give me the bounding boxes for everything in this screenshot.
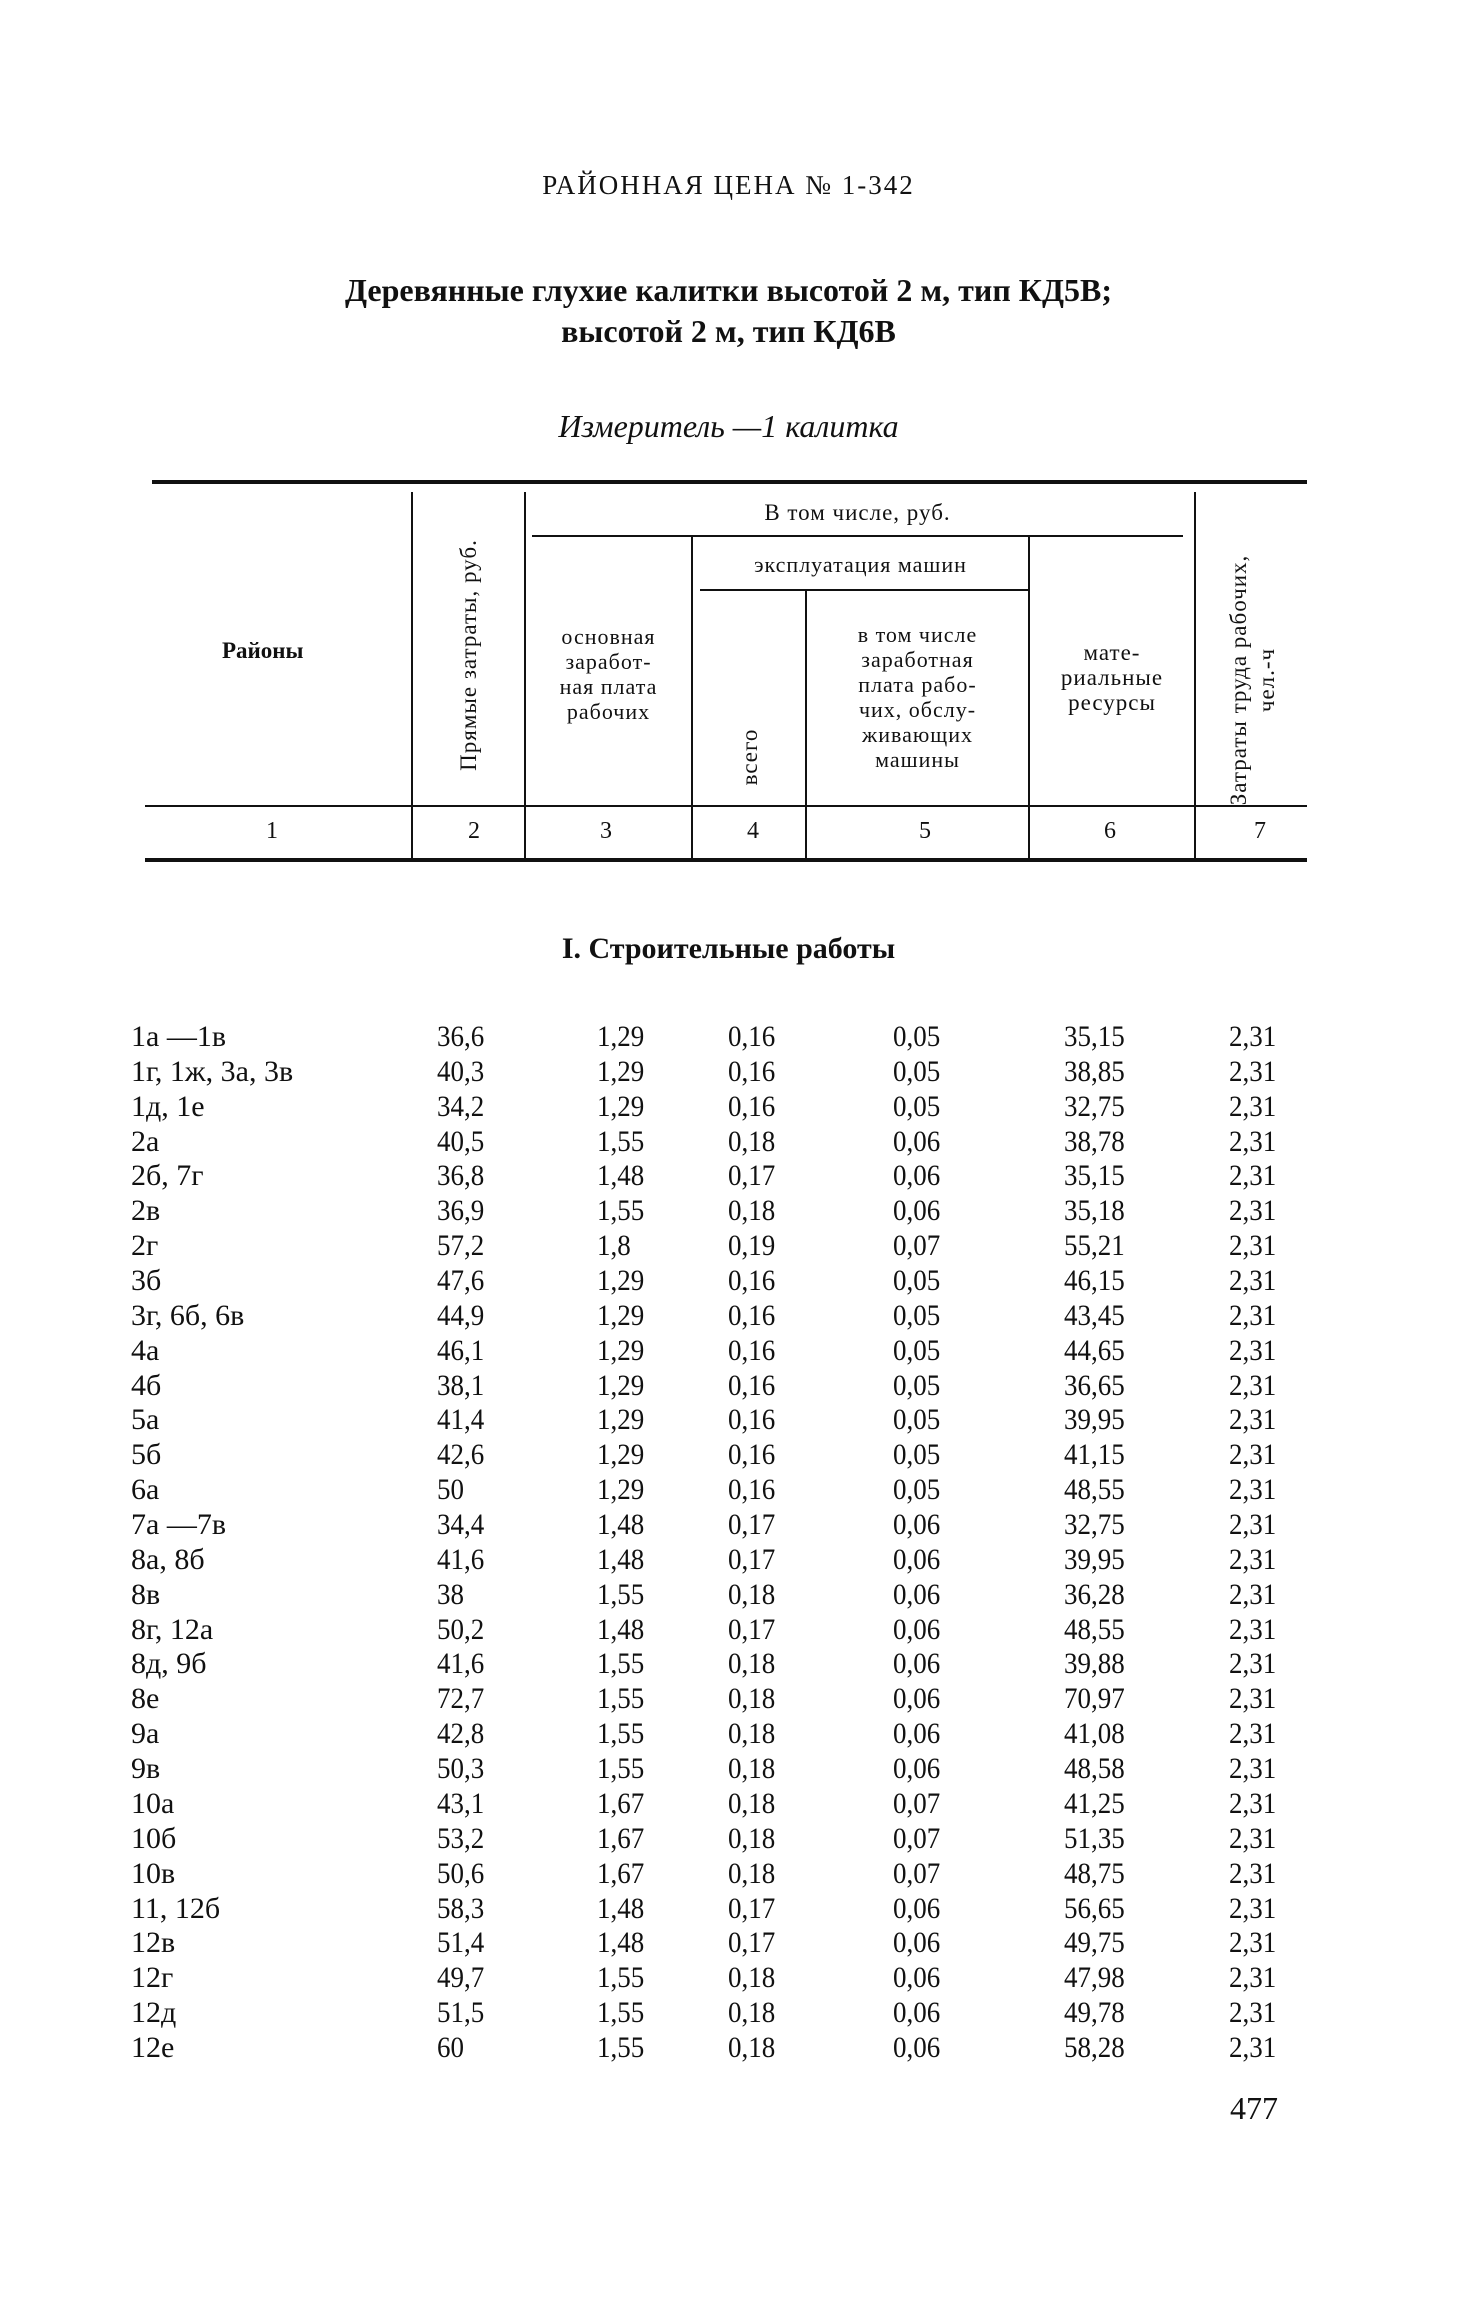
cell-labor: 2,31 <box>1229 1473 1277 1507</box>
cell-machine-total: 0,18 <box>728 1647 776 1681</box>
cell-machine-wages: 0,06 <box>893 1682 941 1716</box>
cell-base-wages: 1,29 <box>597 1298 645 1332</box>
cell-machine-wages: 0,05 <box>893 1368 941 1402</box>
cell-machine-total: 0,16 <box>728 1333 776 1367</box>
column-number: 4 <box>747 818 759 844</box>
column-divider <box>411 492 413 860</box>
cell-materials: 48,55 <box>1064 1612 1125 1646</box>
cell-base-wages: 1,29 <box>597 1264 645 1298</box>
cell-machine-total: 0,17 <box>728 1926 776 1960</box>
cell-direct-costs: 40,3 <box>437 1054 485 1088</box>
cell-labor: 2,31 <box>1229 1647 1277 1681</box>
cell-base-wages: 1,48 <box>597 1926 645 1960</box>
cell-machine-wages: 0,07 <box>893 1856 941 1890</box>
cell-machine-total: 0,16 <box>728 1264 776 1298</box>
cell-region: 11, 12б <box>131 1891 221 1925</box>
cell-machine-wages: 0,06 <box>893 1124 941 1158</box>
cell-machine-wages: 0,06 <box>893 1717 941 1751</box>
cell-machine-wages: 0,06 <box>893 1926 941 1960</box>
cell-labor: 2,31 <box>1229 2030 1277 2064</box>
cell-direct-costs: 53,2 <box>437 1821 485 1855</box>
cell-direct-costs: 36,6 <box>437 1020 485 1053</box>
cell-direct-costs: 60 <box>437 2030 464 2064</box>
cell-base-wages: 1,55 <box>597 1124 645 1158</box>
cell-base-wages: 1,55 <box>597 1682 645 1716</box>
cell-base-wages: 1,29 <box>597 1089 645 1123</box>
cell-base-wages: 1,55 <box>597 1752 645 1786</box>
cell-labor: 2,31 <box>1229 1856 1277 1890</box>
cell-region: 10б <box>131 1821 177 1855</box>
cell-materials: 39,95 <box>1064 1542 1125 1576</box>
cell-machine-total: 0,18 <box>728 1961 776 1995</box>
cell-machine-total: 0,18 <box>728 1682 776 1716</box>
cell-region: 3г, 6б, 6в <box>131 1298 245 1332</box>
cell-machine-wages: 0,06 <box>893 1891 941 1925</box>
cell-machine-wages: 0,06 <box>893 1612 941 1646</box>
column-divider <box>691 536 693 860</box>
machine-rule <box>700 589 1029 591</box>
cell-machine-wages: 0,05 <box>893 1403 941 1437</box>
cell-machine-total: 0,16 <box>728 1298 776 1332</box>
document-subtitle-line2: высотой 2 м, тип КД6В <box>561 313 896 349</box>
cell-base-wages: 1,48 <box>597 1891 645 1925</box>
cell-region: 7а —7в <box>131 1508 226 1542</box>
cell-machine-total: 0,18 <box>728 1717 776 1751</box>
cell-base-wages: 1,29 <box>597 1368 645 1402</box>
document-subtitle-line1: Деревянные глухие калитки высотой 2 м, тип КД5В; <box>345 272 1112 308</box>
cell-machine-wages: 0,07 <box>893 1229 941 1263</box>
cell-region: 10в <box>131 1856 176 1890</box>
cell-direct-costs: 41,4 <box>437 1403 485 1437</box>
header-direct-costs: Прямые затраты, руб. <box>456 539 481 771</box>
cell-labor: 2,31 <box>1229 1542 1277 1576</box>
cell-region: 2б, 7г <box>131 1159 204 1193</box>
cell-machine-wages: 0,05 <box>893 1438 941 1472</box>
cell-region: 8г, 12а <box>131 1612 214 1646</box>
cell-region: 4а <box>131 1333 160 1367</box>
cell-direct-costs: 58,3 <box>437 1891 485 1925</box>
column-number: 3 <box>600 818 612 844</box>
cell-base-wages: 1,48 <box>597 1612 645 1646</box>
header-bottom-rule <box>145 805 1307 807</box>
header-machine-operation: эксплуатация машин <box>754 552 967 577</box>
cell-labor: 2,31 <box>1229 1612 1277 1646</box>
cell-materials: 58,28 <box>1064 2030 1125 2064</box>
cell-labor: 2,31 <box>1229 1333 1277 1367</box>
cell-machine-wages: 0,05 <box>893 1298 941 1332</box>
cell-direct-costs: 44,9 <box>437 1298 485 1332</box>
cell-region: 12е <box>131 2030 175 2064</box>
cell-region: 1г, 1ж, 3а, 3в <box>131 1054 294 1088</box>
cell-machine-wages: 0,07 <box>893 1786 941 1820</box>
cell-labor: 2,31 <box>1229 1786 1277 1820</box>
cell-materials: 35,15 <box>1064 1159 1125 1193</box>
cell-region: 2г <box>131 1229 159 1263</box>
cell-machine-wages: 0,06 <box>893 1577 941 1611</box>
cell-direct-costs: 36,9 <box>437 1194 485 1228</box>
cell-machine-wages: 0,06 <box>893 1647 941 1681</box>
cell-machine-wages: 0,06 <box>893 1996 941 2030</box>
cell-direct-costs: 38,1 <box>437 1368 485 1402</box>
cell-base-wages: 1,29 <box>597 1403 645 1437</box>
cell-materials: 55,21 <box>1064 1229 1125 1263</box>
cell-region: 3б <box>131 1264 162 1298</box>
cell-machine-wages: 0,07 <box>893 1821 941 1855</box>
cell-labor: 2,31 <box>1229 1124 1277 1158</box>
cell-base-wages: 1,29 <box>597 1054 645 1088</box>
cell-machine-wages: 0,06 <box>893 1752 941 1786</box>
cell-machine-total: 0,18 <box>728 1856 776 1890</box>
cell-machine-total: 0,16 <box>728 1054 776 1088</box>
cell-labor: 2,31 <box>1229 1368 1277 1402</box>
cell-direct-costs: 43,1 <box>437 1786 485 1820</box>
header-base-wages: основная заработ- ная плата рабочих <box>559 624 658 724</box>
cell-direct-costs: 50 <box>437 1473 464 1507</box>
cell-materials: 36,65 <box>1064 1368 1125 1402</box>
cell-region: 5а <box>131 1403 160 1437</box>
cell-region: 4б <box>131 1368 162 1402</box>
cell-machine-total: 0,18 <box>728 1996 776 2030</box>
table-top-rule <box>152 480 1307 484</box>
cell-machine-total: 0,17 <box>728 1508 776 1542</box>
cell-machine-wages: 0,06 <box>893 1159 941 1193</box>
column-number: 6 <box>1104 818 1116 844</box>
cell-base-wages: 1,67 <box>597 1856 645 1890</box>
cell-direct-costs: 46,1 <box>437 1333 485 1367</box>
cell-materials: 35,18 <box>1064 1194 1125 1228</box>
cell-region: 5б <box>131 1438 162 1472</box>
cell-materials: 44,65 <box>1064 1333 1125 1367</box>
cell-machine-wages: 0,05 <box>893 1020 941 1053</box>
cell-machine-total: 0,18 <box>728 1786 776 1820</box>
cell-region: 2а <box>131 1124 160 1158</box>
including-rule <box>532 535 1183 537</box>
cell-machine-total: 0,17 <box>728 1542 776 1576</box>
cell-region: 8д, 9б <box>131 1647 207 1681</box>
cell-direct-costs: 49,7 <box>437 1961 485 1995</box>
cell-labor: 2,31 <box>1229 1961 1277 1995</box>
cell-machine-total: 0,18 <box>728 1124 776 1158</box>
cell-materials: 39,95 <box>1064 1403 1125 1437</box>
page-number: 477 <box>1230 2090 1278 2126</box>
cell-machine-wages: 0,05 <box>893 1089 941 1123</box>
cell-labor: 2,31 <box>1229 1508 1277 1542</box>
cell-machine-wages: 0,06 <box>893 1961 941 1995</box>
cell-labor: 2,31 <box>1229 1264 1277 1298</box>
cell-machine-total: 0,17 <box>728 1159 776 1193</box>
cell-base-wages: 1,67 <box>597 1786 645 1820</box>
cell-region: 1д, 1е <box>131 1089 205 1123</box>
cell-base-wages: 1,55 <box>597 1961 645 1995</box>
cell-materials: 41,25 <box>1064 1786 1125 1820</box>
column-number: 2 <box>468 818 480 844</box>
cell-machine-total: 0,16 <box>728 1438 776 1472</box>
cell-region: 12д <box>131 1996 177 2030</box>
cell-labor: 2,31 <box>1229 1438 1277 1472</box>
cell-materials: 49,75 <box>1064 1926 1125 1960</box>
cell-region: 6а <box>131 1473 160 1507</box>
cell-machine-wages: 0,05 <box>893 1473 941 1507</box>
cell-base-wages: 1,8 <box>597 1229 631 1263</box>
cell-materials: 51,35 <box>1064 1821 1125 1855</box>
cell-base-wages: 1,55 <box>597 1996 645 2030</box>
measure-unit: Измеритель —1 калитка <box>558 408 899 444</box>
cell-base-wages: 1,55 <box>597 2030 645 2064</box>
cell-labor: 2,31 <box>1229 1891 1277 1925</box>
cell-machine-wages: 0,05 <box>893 1054 941 1088</box>
cell-labor: 2,31 <box>1229 1054 1277 1088</box>
cell-materials: 43,45 <box>1064 1298 1125 1332</box>
cell-direct-costs: 50,2 <box>437 1612 485 1646</box>
cell-base-wages: 1,48 <box>597 1159 645 1193</box>
cell-labor: 2,31 <box>1229 1682 1277 1716</box>
cell-labor: 2,31 <box>1229 1403 1277 1437</box>
cell-region: 9в <box>131 1752 161 1786</box>
cell-machine-total: 0,16 <box>728 1473 776 1507</box>
cell-direct-costs: 36,8 <box>437 1159 485 1193</box>
cell-direct-costs: 41,6 <box>437 1647 485 1681</box>
cell-materials: 36,28 <box>1064 1577 1125 1611</box>
cell-direct-costs: 50,3 <box>437 1752 485 1786</box>
cell-machine-total: 0,16 <box>728 1403 776 1437</box>
cell-base-wages: 1,29 <box>597 1333 645 1367</box>
cell-region: 8в <box>131 1577 161 1611</box>
cell-labor: 2,31 <box>1229 1926 1277 1960</box>
cell-labor: 2,31 <box>1229 1298 1277 1332</box>
cell-region: 9а <box>131 1717 160 1751</box>
cell-machine-total: 0,19 <box>728 1229 776 1263</box>
cell-direct-costs: 51,5 <box>437 1996 485 2030</box>
header-machine-wages: в том числе заработная плата рабо- чих, обслу- живающих машины <box>857 622 978 772</box>
cell-machine-total: 0,16 <box>728 1089 776 1123</box>
cell-materials: 46,15 <box>1064 1264 1125 1298</box>
cell-direct-costs: 34,4 <box>437 1508 485 1542</box>
cell-machine-wages: 0,06 <box>893 1194 941 1228</box>
header-regions: Районы <box>222 638 304 663</box>
cell-machine-wages: 0,05 <box>893 1264 941 1298</box>
cell-machine-wages: 0,06 <box>893 2030 941 2064</box>
cell-materials: 32,75 <box>1064 1089 1125 1123</box>
cell-labor: 2,31 <box>1229 1159 1277 1193</box>
cell-direct-costs: 57,2 <box>437 1229 485 1263</box>
cell-base-wages: 1,48 <box>597 1508 645 1542</box>
cell-machine-total: 0,18 <box>728 1821 776 1855</box>
cell-machine-total: 0,16 <box>728 1020 776 1053</box>
cell-direct-costs: 34,2 <box>437 1089 485 1123</box>
cell-region: 8а, 8б <box>131 1542 205 1576</box>
cell-direct-costs: 40,5 <box>437 1124 485 1158</box>
cell-base-wages: 1,29 <box>597 1473 645 1507</box>
cell-labor: 2,31 <box>1229 1194 1277 1228</box>
cell-machine-wages: 0,06 <box>893 1508 941 1542</box>
cell-direct-costs: 47,6 <box>437 1264 485 1298</box>
cell-materials: 41,08 <box>1064 1717 1125 1751</box>
header-including: В том числе, руб. <box>764 500 951 525</box>
cell-materials: 35,15 <box>1064 1020 1125 1053</box>
cell-machine-total: 0,18 <box>728 1577 776 1611</box>
cell-labor: 2,31 <box>1229 1717 1277 1751</box>
cell-base-wages: 1,55 <box>597 1577 645 1611</box>
column-numbers-bottom-rule <box>145 858 1307 862</box>
cell-base-wages: 1,29 <box>597 1438 645 1472</box>
cell-direct-costs: 42,6 <box>437 1438 485 1472</box>
cell-machine-wages: 0,06 <box>893 1542 941 1576</box>
header-materials: мате- риальные ресурсы <box>1060 640 1164 715</box>
cell-direct-costs: 41,6 <box>437 1542 485 1576</box>
cell-base-wages: 1,29 <box>597 1020 645 1053</box>
cell-materials: 56,65 <box>1064 1891 1125 1925</box>
cell-machine-total: 0,18 <box>728 1194 776 1228</box>
cell-materials: 48,58 <box>1064 1752 1125 1786</box>
cell-direct-costs: 51,4 <box>437 1926 485 1960</box>
cell-direct-costs: 42,8 <box>437 1717 485 1751</box>
cell-materials: 38,85 <box>1064 1054 1125 1088</box>
cell-region: 2в <box>131 1194 161 1228</box>
cell-labor: 2,31 <box>1229 1089 1277 1123</box>
column-number: 5 <box>919 818 931 844</box>
cell-direct-costs: 38 <box>437 1577 464 1611</box>
document-title: РАЙОННАЯ ЦЕНА № 1-342 <box>542 170 915 200</box>
cell-materials: 47,98 <box>1064 1961 1125 1995</box>
cell-region: 12в <box>131 1926 176 1960</box>
cell-machine-total: 0,17 <box>728 1612 776 1646</box>
header-labor: Затраты труда рабочих, чел.-ч <box>1226 554 1279 806</box>
cell-labor: 2,31 <box>1229 1577 1277 1611</box>
cell-machine-total: 0,17 <box>728 1891 776 1925</box>
cell-labor: 2,31 <box>1229 1996 1277 2030</box>
cell-base-wages: 1,55 <box>597 1717 645 1751</box>
cell-direct-costs: 50,6 <box>437 1856 485 1890</box>
column-divider <box>1194 492 1196 860</box>
cell-materials: 48,75 <box>1064 1856 1125 1890</box>
cell-region: 12г <box>131 1961 174 1995</box>
cell-region: 8е <box>131 1682 160 1716</box>
cell-materials: 70,97 <box>1064 1682 1125 1716</box>
cell-direct-costs: 72,7 <box>437 1682 485 1716</box>
cell-base-wages: 1,48 <box>597 1542 645 1576</box>
cell-labor: 2,31 <box>1229 1752 1277 1786</box>
cell-materials: 32,75 <box>1064 1508 1125 1542</box>
cell-materials: 49,78 <box>1064 1996 1125 2030</box>
column-number: 1 <box>266 818 278 844</box>
cell-base-wages: 1,55 <box>597 1647 645 1681</box>
cell-machine-total: 0,18 <box>728 1752 776 1786</box>
cell-base-wages: 1,67 <box>597 1821 645 1855</box>
cell-materials: 39,88 <box>1064 1647 1125 1681</box>
cell-labor: 2,31 <box>1229 1821 1277 1855</box>
cell-materials: 38,78 <box>1064 1124 1125 1158</box>
cell-labor: 2,31 <box>1229 1020 1277 1053</box>
cell-machine-wages: 0,05 <box>893 1333 941 1367</box>
cell-materials: 41,15 <box>1064 1438 1125 1472</box>
section-title: I. Строительные работы <box>561 932 896 965</box>
header-machine-total: всего <box>737 728 762 786</box>
cell-base-wages: 1,55 <box>597 1194 645 1228</box>
cell-region: 10а <box>131 1786 175 1820</box>
cell-machine-total: 0,18 <box>728 2030 776 2064</box>
cell-machine-total: 0,16 <box>728 1368 776 1402</box>
cell-labor: 2,31 <box>1229 1229 1277 1263</box>
cell-materials: 48,55 <box>1064 1473 1125 1507</box>
column-number: 7 <box>1254 818 1266 844</box>
cell-region: 1а —1в <box>131 1020 226 1053</box>
